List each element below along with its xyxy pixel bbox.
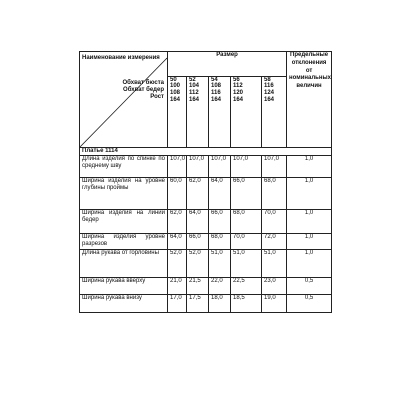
measurement-value: 107,0 <box>209 156 231 178</box>
measurement-value: 64,0 <box>187 210 209 234</box>
table-row <box>80 278 332 295</box>
measurement-value: 107,0 <box>262 156 287 178</box>
table-row <box>80 250 332 278</box>
measurement-value: 51,0 <box>231 250 262 278</box>
measurement-name-header: Наименование измерения <box>82 55 160 61</box>
measurement-deviation: 1,0 <box>287 156 332 178</box>
measurement-deviation: 0,5 <box>287 278 332 295</box>
size-column-54 <box>209 76 231 147</box>
measurement-name: Ширина рукава вверху <box>80 278 168 295</box>
measurement-value: 17,0 <box>168 295 187 313</box>
size-value: 108 <box>170 90 181 97</box>
measurement-value: 64,0 <box>209 178 231 210</box>
size-value: 58 <box>264 76 271 83</box>
size-spec-document <box>79 51 332 313</box>
measurement-name: Ширина изделия на линии бедер <box>80 210 168 234</box>
measurement-value: 22,5 <box>231 278 262 295</box>
measurement-value: 17,5 <box>187 295 209 313</box>
size-column-50 <box>168 76 187 147</box>
size-spec-table <box>79 51 332 313</box>
measurement-name: Ширина рукава внизу <box>80 295 168 313</box>
param-bust: Обхват бюста <box>122 80 164 86</box>
measurement-value: 62,0 <box>168 210 187 234</box>
size-value: 108 <box>211 83 222 90</box>
size-value: 164 <box>264 96 275 103</box>
measurement-deviation: 1,0 <box>287 234 332 250</box>
param-hips: Обхват бедер <box>123 86 164 93</box>
size-header: Размер <box>168 52 287 77</box>
measurement-value: 107,0 <box>187 156 209 178</box>
measurement-value: 19,0 <box>262 295 287 313</box>
measurement-deviation: 0,5 <box>287 295 332 313</box>
size-column-52 <box>187 76 209 147</box>
header-row <box>80 52 332 77</box>
measurement-value: 64,0 <box>168 234 187 250</box>
size-value: 100 <box>170 83 181 90</box>
param-height: Рост <box>150 93 164 100</box>
measurement-value: 72,0 <box>262 234 287 250</box>
measurement-value: 70,0 <box>231 234 262 250</box>
measurement-value: 18,0 <box>209 295 231 313</box>
measurement-value: 68,0 <box>231 210 262 234</box>
size-value: 104 <box>189 83 200 90</box>
measurement-value: 18,5 <box>231 295 262 313</box>
measurement-value: 21,5 <box>187 278 209 295</box>
size-value: 116 <box>211 90 221 97</box>
size-value: 164 <box>189 96 200 103</box>
measurement-value: 60,0 <box>168 178 187 210</box>
size-value: 52 <box>189 76 196 83</box>
measurement-value: 51,0 <box>262 250 287 278</box>
table-row <box>80 178 332 210</box>
table-row <box>80 234 332 250</box>
measurement-value: 107,0 <box>231 156 262 178</box>
measurement-value: 62,0 <box>187 178 209 210</box>
measurement-name: Ширина изделия на уровне глубины проймы <box>80 178 168 210</box>
measurement-value: 51,0 <box>209 250 231 278</box>
header-name-cell <box>80 52 168 148</box>
size-value: 124 <box>264 90 275 97</box>
measurement-deviation: 1,0 <box>287 178 332 210</box>
measurement-name: Длина рукава от горловины <box>80 250 168 278</box>
size-column-58 <box>262 76 287 147</box>
measurement-value: 52,0 <box>168 250 187 278</box>
size-value: 112 <box>233 83 243 90</box>
size-value: 112 <box>189 90 199 97</box>
table-row <box>80 156 332 178</box>
deviation-header: Предельные отклонения от номинальных величин <box>287 52 332 148</box>
measurement-value: 66,0 <box>209 210 231 234</box>
size-value: 164 <box>170 96 181 103</box>
product-title: Платье 1114 <box>80 148 332 156</box>
size-value: 54 <box>211 76 218 83</box>
measurement-value: 107,0 <box>168 156 187 178</box>
measurement-name: Длина изделия по спинке по среднему шву <box>80 156 168 178</box>
size-value: 120 <box>233 90 244 97</box>
measurement-value: 22,0 <box>209 278 231 295</box>
size-value: 50 <box>170 76 177 83</box>
measurement-value: 66,0 <box>231 178 262 210</box>
measurement-value: 21,0 <box>168 278 187 295</box>
measurement-deviation: 1,0 <box>287 250 332 278</box>
size-value: 164 <box>211 96 222 103</box>
measurement-deviation: 1,0 <box>287 210 332 234</box>
measurement-value: 68,0 <box>262 178 287 210</box>
measurement-value: 52,0 <box>187 250 209 278</box>
size-value: 164 <box>233 96 244 103</box>
size-value: 56 <box>233 76 240 83</box>
size-column-56 <box>231 76 262 147</box>
measurement-value: 70,0 <box>262 210 287 234</box>
measurement-value: 66,0 <box>187 234 209 250</box>
measurement-name: Ширина изделия уровне разрезов <box>80 234 168 250</box>
size-value: 116 <box>264 83 274 90</box>
table-row <box>80 295 332 313</box>
table-row <box>80 210 332 234</box>
size-parameters <box>123 80 164 101</box>
measurement-value: 23,0 <box>262 278 287 295</box>
measurement-value: 68,0 <box>209 234 231 250</box>
product-row <box>80 148 332 156</box>
